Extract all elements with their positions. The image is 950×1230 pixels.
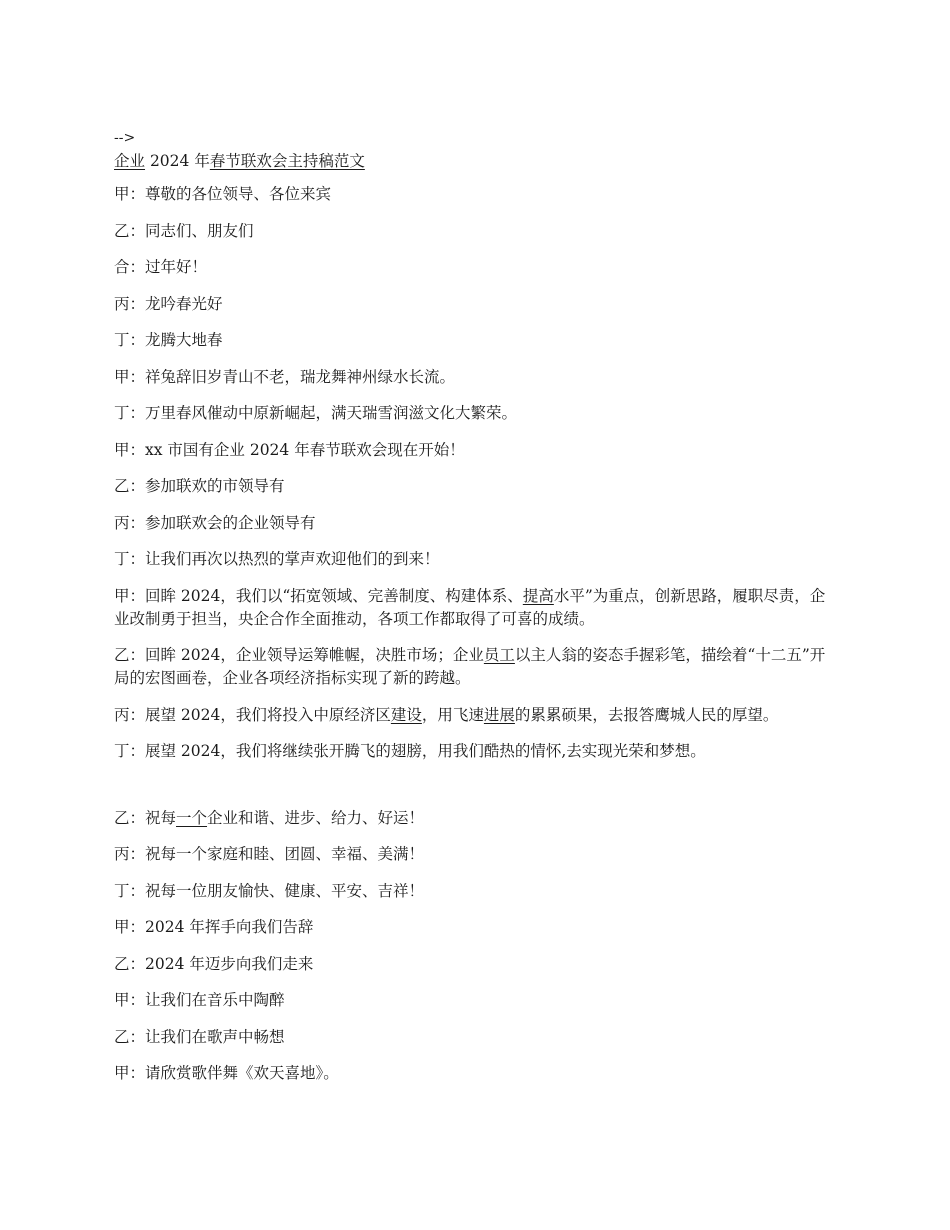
- title-year: 2024 年: [145, 152, 210, 170]
- paragraph-gap: [114, 777, 834, 807]
- text-run: 乙：回眸 2024，企业领导运筹帷幄，决胜市场；企业: [114, 646, 484, 664]
- underlined-word: 提高: [522, 586, 554, 605]
- text-run: ，用飞速: [421, 705, 484, 724]
- script-line: 丙：参加联欢会的企业领导有: [114, 513, 316, 532]
- script-line: [114, 807, 834, 830]
- script-line: 丁：展望 2024，我们将继续张开腾飞的翅膀，用我们酷热的情怀,去实现光荣和梦想。: [114, 742, 706, 760]
- script-line: 丁：万里春风催动中原新崛起，满天瑞雪润滋文化大繁荣。: [114, 404, 518, 422]
- script-line: 甲：2024 年挥手向我们告辞: [114, 918, 314, 936]
- title-underlined-part: 企业: [114, 152, 146, 170]
- script-line: 甲：让我们在音乐中陶醉: [114, 991, 285, 1009]
- text-run: 乙：祝每: [114, 808, 177, 827]
- script-line: 甲：请欣赏歌伴舞《欢天喜地》。: [114, 1064, 339, 1082]
- document-page: [114, 128, 834, 1099]
- script-line: 丁：龙腾大地春: [114, 331, 223, 349]
- underlined-word: 进展: [483, 705, 515, 724]
- script-line: 丁：让我们再次以热烈的掌声欢迎他们的到来！: [114, 550, 440, 568]
- script-line: 丁：祝每一位朋友愉快、健康、平安、吉祥！: [114, 881, 425, 900]
- script-line: 甲：尊敬的各位领导、各位来宾: [114, 185, 332, 203]
- script-line: 乙：让我们在歌声中畅想: [114, 1027, 285, 1046]
- script-line: 乙：2024 年迈步向我们走来: [114, 954, 314, 973]
- text-run: 甲：回眸 2024，我们以“拓宽领域、完善制度、构建体系、: [114, 586, 523, 605]
- underlined-word: 一个: [176, 808, 208, 827]
- script-line: 丙：龙吟春光好: [114, 294, 223, 313]
- text-run: 以主人翁的姿态手握彩笔，描绘着“十二五”开局的宏图画卷，企业各项经济指标实现了新的跨越。: [114, 646, 826, 687]
- text-run: 水平”为重点，创新思路，履职尽责，企业改制勇于担当，央企合作全面推动，各项工作都取得了可喜的成绩。: [114, 586, 826, 628]
- document-title: [114, 150, 834, 173]
- script-line: 丙：祝每一个家庭和睦、团圆、幸福、美满！: [114, 845, 425, 863]
- text-run: 的累累硕果，去报答鹰城人民的厚望。: [514, 705, 779, 724]
- text-run: 丙：展望 2024，我们将投入中原经济区: [114, 705, 391, 724]
- script-paragraph: [114, 585, 834, 631]
- text-run: 企业和谐、进步、给力、好运！: [207, 808, 425, 827]
- script-line: 合：过年好！: [114, 258, 208, 276]
- title-underlined-link: 春节联欢会主持稿范文: [209, 152, 365, 170]
- script-paragraph: [114, 704, 834, 727]
- underlined-word: 建设: [390, 705, 422, 724]
- comment-marker: -->: [114, 130, 136, 146]
- underlined-word: 员工: [483, 646, 515, 664]
- script-line: 甲：祥兔辞旧岁青山不老，瑞龙舞神州绿水长流。: [114, 367, 456, 386]
- script-line: 乙：参加联欢的市领导有: [114, 477, 285, 495]
- script-paragraph: [114, 644, 834, 690]
- script-line: 甲：xx 市国有企业 2024 年春节联欢会现在开始！: [114, 440, 465, 459]
- script-line: 乙：同志们、朋友们: [114, 221, 254, 240]
